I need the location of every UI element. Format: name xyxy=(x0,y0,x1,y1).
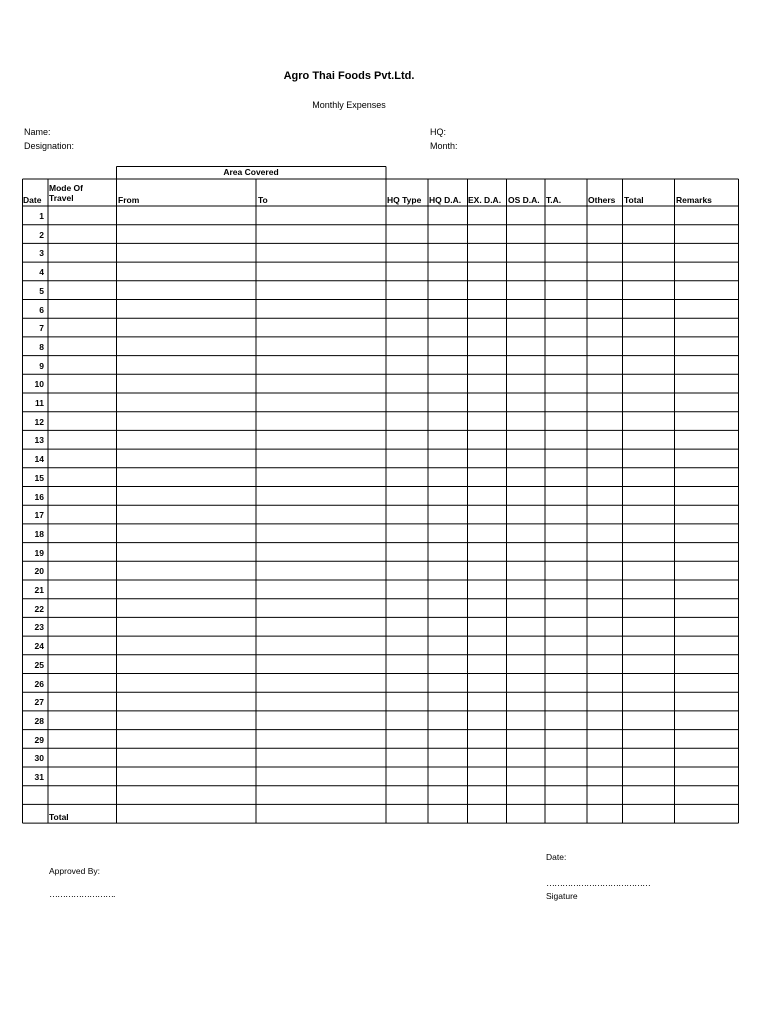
day-number: 11 xyxy=(35,398,44,408)
day-number: 7 xyxy=(39,323,44,334)
day-number: 6 xyxy=(39,304,44,315)
table-grid xyxy=(22,166,740,826)
hq-label: HQ: xyxy=(430,127,447,137)
day-number: 1 xyxy=(39,211,44,221)
day-number: 29 xyxy=(34,734,44,745)
day-number: 16 xyxy=(34,491,44,502)
day-number: 18 xyxy=(34,528,44,539)
col-remarks-header: Remarks xyxy=(676,195,712,205)
form-subtitle: Monthly Expenses xyxy=(312,100,386,110)
day-number: 19 xyxy=(34,547,44,558)
company-title: Agro Thai Foods Pvt.Ltd. xyxy=(283,70,415,82)
expenses-table xyxy=(22,166,740,826)
footer-date-label: Date: xyxy=(546,852,567,862)
area-covered-header: Area Covered xyxy=(223,167,279,177)
col-hqda-header: HQ D.A. xyxy=(429,195,462,205)
col-osda-header: OS D.A. xyxy=(508,195,540,205)
day-number: 25 xyxy=(34,659,44,670)
signature-label: Sigature xyxy=(546,891,578,901)
col-date-header: Date xyxy=(23,195,42,205)
day-number: 12 xyxy=(34,416,44,427)
day-number: 24 xyxy=(34,641,44,652)
day-number: 8 xyxy=(39,341,44,352)
day-number: 2 xyxy=(39,229,44,240)
month-label: Month: xyxy=(430,141,458,151)
col-others-header: Others xyxy=(588,195,616,205)
day-number: 26 xyxy=(34,678,44,689)
signature-line: ………………………………… xyxy=(546,878,650,888)
day-number: 9 xyxy=(39,360,44,371)
col-exda-header: EX. D.A. xyxy=(468,195,502,205)
day-number: 23 xyxy=(34,622,44,633)
approved-by-label: Approved By: xyxy=(49,866,101,876)
col-from-header: From xyxy=(118,195,140,205)
day-number: 31 xyxy=(34,772,44,782)
day-number: 20 xyxy=(34,566,44,577)
day-number: 17 xyxy=(34,510,44,521)
day-number: 21 xyxy=(34,585,44,595)
day-number: 4 xyxy=(39,267,44,278)
designation-label: Designation: xyxy=(24,141,75,151)
col-mode-header: Mode Of Travel xyxy=(49,183,83,203)
col-to-header: To xyxy=(258,195,268,205)
col-hqtype-header: HQ Type xyxy=(387,195,422,205)
day-number: 22 xyxy=(34,603,44,614)
day-number: 27 xyxy=(34,697,44,708)
col-ta-header: T.A. xyxy=(546,195,562,205)
day-number: 15 xyxy=(34,472,44,483)
approved-by-line: ……………………. xyxy=(49,889,115,899)
total-row-label: Total xyxy=(49,812,69,822)
day-number: 14 xyxy=(34,454,44,465)
day-number: 10 xyxy=(34,379,44,390)
day-number: 3 xyxy=(39,248,44,259)
day-number: 13 xyxy=(34,435,44,446)
col-total-header: Total xyxy=(624,195,644,205)
name-label: Name: xyxy=(24,127,51,137)
day-number: 5 xyxy=(39,285,44,296)
day-number: 30 xyxy=(34,753,44,764)
day-number: 28 xyxy=(34,715,44,726)
